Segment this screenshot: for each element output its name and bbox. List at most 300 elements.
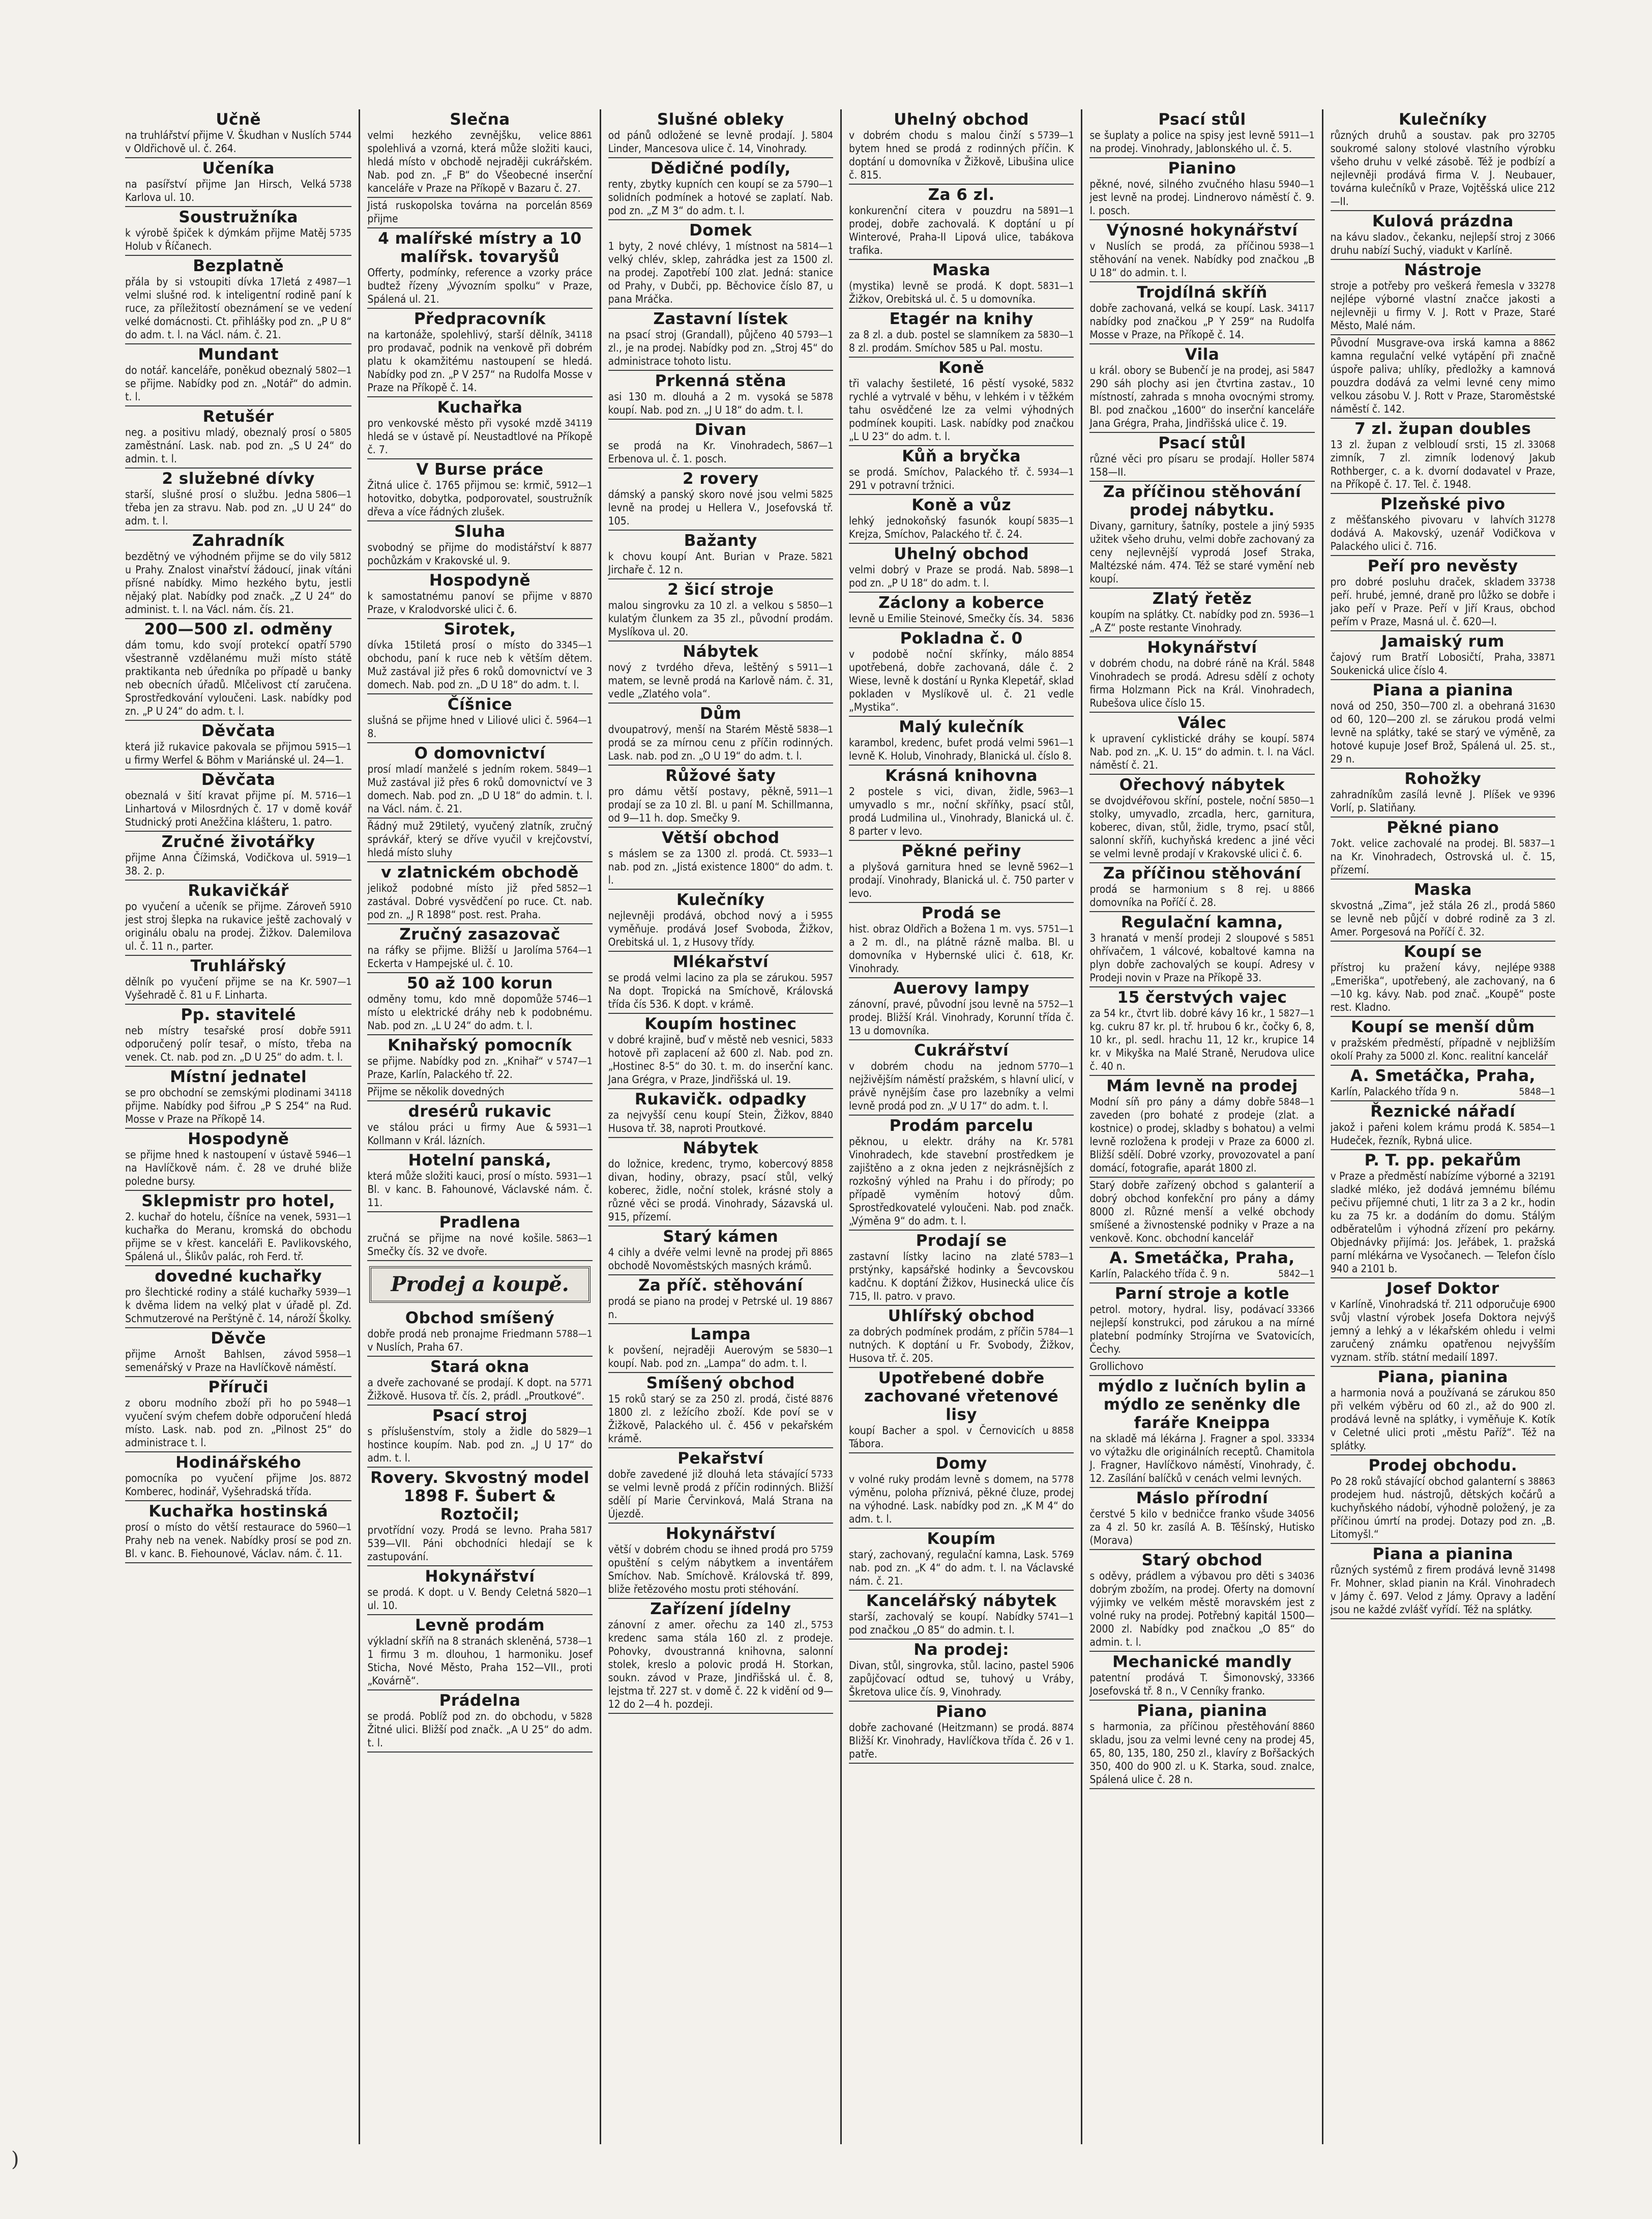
ad-heading: Maska <box>932 261 991 279</box>
ad-code: 8840 <box>811 1110 833 1121</box>
ad-code: 34119 <box>565 418 593 429</box>
ad-heading: dovedné kuchařky <box>155 1267 322 1286</box>
classified-ad <box>367 1084 592 1101</box>
ad-heading: Divan <box>694 421 747 439</box>
ad-code: 5835—1 <box>1037 515 1074 527</box>
ad-heading: Ořechový nábytek <box>1119 776 1285 794</box>
classified-ad <box>367 1308 592 1357</box>
ad-code: 3066 <box>1533 231 1555 243</box>
ad-text: 5838—1 dvoupatrový, menší na Starém Městě prodá se za mírnou cenu z příčin rodinných. Lask. nab. pod zn. „O U 19“ do adm. t. l. <box>608 723 833 762</box>
ad-heading: Lampa <box>690 1325 751 1344</box>
ad-text: 8854 v podobě noční skřínky, málo upotřebená, dobře zachovaná, dále č. 2 Wiese, levně k dostání u Rynka Klepetář, sklad pokladen v Myslíkově ul. č. 21 vedle „Mystika“. <box>849 648 1074 713</box>
ad-text: 5716—1 obeznalá v šití kravat přijme pí. M. Linhartová v Milosrdných č. 17 v domě kovář Studnický proti Anežčina klášteru, 1. patro. <box>125 790 352 828</box>
ad-heading: mýdlo z lučních bylin a mýdlo ze seněnky dle faráře Kneippa <box>1098 1377 1307 1432</box>
ad-code: 5847 <box>1292 365 1315 376</box>
classified-ad <box>608 704 833 766</box>
ad-code: 32705 <box>1527 130 1555 141</box>
ad-code: 5836 <box>1051 613 1074 624</box>
classified-ad <box>367 694 592 743</box>
ad-code: 5911 <box>329 1025 352 1036</box>
classified-ad <box>367 198 592 228</box>
ad-heading: Etagér na knihy <box>889 310 1034 328</box>
ad-code: 5957 <box>811 972 833 983</box>
ad-heading: Rukavičk. odpadky <box>634 1090 807 1108</box>
ad-heading: Hodinářského <box>175 1453 302 1472</box>
ad-code: 5907—1 <box>315 976 352 987</box>
ad-text: 5898—1 velmi dobrý v Praze se prodá. Nab. pod zn. „P U 18“ do adm. t. l. <box>849 564 1074 589</box>
ad-text: 5825 dámský a panský skoro nové jsou velmi levně na prodej u Hellera V., Josefovská tř. 105. <box>608 488 833 527</box>
ad-text: 5961—1 karambol, kredenc, bufet prodá velmi levně K. Holub, Vinohrady, Blanická ul. číslo 8. <box>849 737 1074 762</box>
ad-column-2 <box>359 109 599 2144</box>
ad-code: 5790—1 <box>796 179 833 190</box>
classified-ad <box>125 1067 351 1129</box>
classified-ad <box>1089 713 1314 775</box>
classified-ad <box>1331 1017 1555 1066</box>
classified-ad <box>1089 433 1314 482</box>
ad-code: 5851 <box>1292 932 1315 944</box>
classified-ad <box>608 1599 833 1714</box>
classified-ad <box>125 1452 351 1501</box>
ad-heading: Koně <box>938 359 985 377</box>
ad-code: 5747—1 <box>556 1056 593 1067</box>
ad-heading: Regulační kamna, <box>1120 913 1284 931</box>
ad-code: 5852—1 <box>556 883 593 894</box>
classified-ad <box>367 1357 592 1406</box>
classified-ad <box>1089 344 1314 433</box>
ad-text: 5874 různé věci pro písaru se prodají. Holler 158—II. <box>1089 453 1315 478</box>
ad-text: 5911—1 pro dámu větší postavy, pěkně, prodají se za 10 zl. Bl. u paní M. Schillmanna, od 9—11 h. dop. Smečky 9. <box>608 785 833 824</box>
ad-heading: Vila <box>1185 345 1220 364</box>
ad-heading: Hokynářství <box>1147 638 1257 657</box>
ad-text: 5939—1 pro šlechtické rodiny a stálé kuchařky k dvěma lidem na velký plat v úřadě pl. Zd. Schmutzerové na Perštýně č. 14, nároží Školky. <box>125 1286 352 1325</box>
ad-code: 5831—1 <box>1037 280 1074 291</box>
ad-heading: Zručný zasazovač <box>399 925 560 944</box>
ad-text: 5830—1 k povšení, nejraději Auerovým se koupí. Nab. pod zn. „Lampa“ do adm. t. l. <box>608 1344 833 1369</box>
ad-heading: Bažanty <box>684 532 757 550</box>
ad-heading: Kulečníky <box>676 891 765 909</box>
ad-text: 5850—1 malou singrovku za 10 zl. a velkou s kulatým člunkem za 35 zl., původní prodám. Myslíkova ul. 20. <box>608 599 833 638</box>
ad-text: 5820—1 se prodá. K dopt. u V. Bendy Celetná ul. 10. <box>367 1586 593 1612</box>
ad-heading: Větší obchod <box>662 829 780 847</box>
ad-heading: Děvčata <box>201 771 276 789</box>
ad-code: 850 <box>1539 1387 1555 1398</box>
ad-text: 5960—1 prosí o místo do větší restaurace do Prahy neb na venek. Nabídky prosí se pod zn. Bl. v kanc. B. Fiehounové, Václav. nám. č. 11. <box>125 1521 352 1560</box>
ad-heading: 200—500 zl. odměny <box>144 620 333 638</box>
classified-ad <box>849 1529 1074 1591</box>
ad-text: 8858 koupí Bacher a spol. v Černovicích u Tábora. <box>849 1424 1074 1450</box>
classified-ad <box>608 1324 833 1373</box>
ad-text: 5778 v volné ruky prodám levně s domem, na výměnu, poloha příznivá, pěkné čluze, prodej na výhodné. Lask. nabídky pod zn. „K M 4“ do adm. t. l. <box>849 1473 1074 1525</box>
ad-heading: Zlatý řetěz <box>1152 590 1252 608</box>
classified-ad <box>1089 1178 1314 1248</box>
ad-text: 34118 se pro obchodní se zemskými plodinami přijme. Nabídky pod šifrou „P S 254“ na Rud. Mosse v Praze na Příkopě 14. <box>125 1087 352 1125</box>
ad-heading: Pekařství <box>677 1449 764 1468</box>
ad-text: 31498 různých systémů z firem prodává levně Fr. Mohner, sklad pianin na Král. Vinohradech v Jámy č. 697. Velod z Jámy. Opravy a ladění jsou ne každé zvlášť vyřídí. Též na splátky. <box>1330 1564 1555 1616</box>
ad-code: 5931—1 <box>315 1211 352 1222</box>
ad-heading: Piana, pianina <box>1137 1702 1267 1720</box>
ad-heading: Hokynářství <box>665 1525 776 1543</box>
classified-ad <box>608 371 833 420</box>
ad-code: 5962—1 <box>1037 861 1074 872</box>
ad-code: 5746—1 <box>556 994 593 1005</box>
ad-code: 8870 <box>570 591 593 602</box>
classified-ad <box>1331 631 1555 680</box>
ad-text: 5854—1 jakož i pařeni kolem krámu prodá K. Hudeček, řezník, Rybná ulice. <box>1330 1121 1555 1147</box>
ad-text: 5770—1 v dobrém chodu na jednom nejživějším náměstí pražském, s hlavní ulicí, v právě nynějším čase pro lazebníky a velmi levně prodá pod zn. „V U 17“ do adm. t. l. <box>849 1060 1074 1112</box>
ad-text: 31278 z měšťanského pivovaru v lahvích dodává A. Makovský, uzenář Vodičkova v Palackého ulici č. 716. <box>1330 514 1555 552</box>
ad-text: 5935 Divany, garnitury, šatníky, postele a jiný užitek všeho druhu, velmi dobře zachovaný za ceny nejlevnější vyprodá Josef Straka, Maltézské nám. 474. Též se staré vymění neb koupí. <box>1089 520 1315 585</box>
classified-ad <box>1089 158 1314 220</box>
ad-text: 5744 na truhlářství přijme V. Škudhan v Nuslích v Oldřichově ul. č. 264. <box>125 129 352 155</box>
classified-ad <box>1089 987 1314 1076</box>
classified-ad <box>125 1129 351 1191</box>
ad-text: 5836 levně u Emilie Steinové, Smečky čís. 34. <box>849 612 1074 625</box>
ad-heading: Uhlířský obchod <box>888 1307 1035 1325</box>
classified-ad <box>367 862 592 924</box>
ad-code: 34056 <box>1287 1508 1315 1520</box>
ad-text: 5958—1 přijme Arnošt Bahlsen, závod semenářský v Praze na Havlíčkově náměstí. <box>125 1348 352 1374</box>
ad-text: 5769 starý, zachovaný, regulační kamna, Lask. nab. pod zn. „K 4“ do adm. t. l. na Václavské nám. č. 21. <box>849 1549 1074 1587</box>
classified-ad <box>367 521 592 570</box>
ad-text: 5738 na pasířství přijme Jan Hirsch, Velká Karlova ul. 10. <box>125 178 352 203</box>
classified-ad <box>849 1368 1074 1453</box>
ad-heading: Pěkné piano <box>1386 819 1499 837</box>
ad-text: 5848—1 Karlín, Palackého třída 9 n. <box>1330 1086 1555 1098</box>
ad-text: 5911—1 nový z tvrdého dřeva, leštěný s matem, se levně prodá na Karlově nám. č. 31, vedle „Zlatého vola“. <box>608 661 833 700</box>
ad-text: 5738—1 výkladní skříň na 8 stranách skleněná, 1 firmu 3 m. dlouhou, 1 harmoniku. Josef Sticha, Nové Město, Praha 152—VII., proti „Kovárně“. <box>367 1635 593 1687</box>
ad-code: 5919—1 <box>315 852 352 863</box>
ad-code: 5778 <box>1051 1474 1074 1485</box>
ad-text: 8876 15 roků starý se za 250 zl. prodá, čisté 1800 zl. z ležícího zboží. Kde poví se v Žižkově, Palackého ul. č. 456 v pekařském krámě. <box>608 1393 833 1445</box>
classified-ad <box>849 495 1074 544</box>
ad-text: 8840 za nejvyšší cenu koupí Stein, Žižkov, Husova tř. 38, naproti Proutkové. <box>608 1109 833 1134</box>
ad-heading: Pp. stavitelé <box>181 1006 296 1024</box>
ad-text: 3345—1 dívka 15tiletá prosí o místo do obchodu, paní k ruce neb k větším dětem. Muž zastával již přes 6 roků domovnictví ve 3 domech. Nab. pod zn. „D U 18“ do adm. t. l. <box>367 639 593 691</box>
ad-column-1 <box>118 109 359 2144</box>
ad-code: 8858 <box>811 1158 833 1170</box>
classified-ad <box>608 420 833 469</box>
classified-ad <box>125 158 351 207</box>
classified-ad <box>125 256 351 344</box>
ad-heading: Prádelna <box>439 1691 521 1710</box>
ad-heading: Mechanické mandly <box>1112 1653 1292 1671</box>
ad-code: 5936—1 <box>1278 609 1315 620</box>
ad-heading: Uhelný obchod <box>894 545 1029 563</box>
ad-code: 34118 <box>323 1087 352 1098</box>
ad-code: 5948—1 <box>315 1397 352 1409</box>
ad-code: 8877 <box>570 542 593 553</box>
ad-code: 5793—1 <box>796 329 833 340</box>
classified-ad <box>125 1328 351 1377</box>
classified-ad <box>1089 863 1314 912</box>
ad-text: 5759 větší v dobrém chodu se ihned prodá pro opuštění s celým nábytkem a inventářem Smíchov. Nab. Smíchově. Královská tř. 899, bliže řetězového mostu proti stéhování. <box>608 1543 833 1595</box>
ad-text: 34118 na kartonáže, spolehlivý, starší dělník, pro prodavač, podnik na venkově při dobrém platu k okamžitému nastoupení se hledá. Nabídky pod zn. „P V 257“ na Rudolfa Mosse v Praze na Příkopě č. 14. <box>367 329 593 394</box>
classified-ad <box>1331 1066 1555 1101</box>
ad-code: 5827—1 <box>1278 1008 1315 1019</box>
ad-code: 5781 <box>1051 1136 1074 1147</box>
ad-code: 5854—1 <box>1519 1122 1555 1133</box>
ad-heading: Za 6 zl. <box>928 186 995 204</box>
ad-code: 5837—1 <box>1519 838 1555 849</box>
ad-heading: Učeníka <box>202 159 275 178</box>
ad-text: 5848 v dobrém chodu, na dobré ráně na Král. Vinohradech se prodá. Adresu sdělí z ochoty firma Holzmann Pick na Král. Vinohradech, Rubešova ulice číslo 15. <box>1089 657 1315 709</box>
ad-heading: Psací stůl <box>1158 110 1246 129</box>
ad-text: 5957 se prodá velmi lacino za pla se zárukou. Na dopt. Tropická na Smíchově, Královská třída čís 536. K dopt. v krámě. <box>608 972 833 1010</box>
ad-heading: Místní jednatel <box>170 1068 307 1086</box>
ad-heading: Nábytek <box>683 1139 759 1157</box>
classified-ad <box>125 109 351 158</box>
ad-code: 5911—1 <box>796 786 833 797</box>
ad-heading: Pianino <box>1168 159 1236 178</box>
classified-ad <box>1089 637 1314 713</box>
classified-ad <box>367 743 592 819</box>
classified-ad <box>608 469 833 531</box>
ad-code: 5812 <box>329 551 352 562</box>
ad-heading: Obchod smíšený <box>405 1309 555 1327</box>
ad-code: 5735 <box>329 227 352 239</box>
ad-heading: Za příčinou stěhování prodej nábytku. <box>1103 483 1302 519</box>
ad-text: 5850—1 se dvojdvéřovou skříní, postele, noční stolky, umyvadlo, zrcadla, herc, garnitura, koberec, divan, stůl, židle, trymo, psací stůl, salonní skříň, kuchyňská kredenc a jiné věci se velmi levně prodají v Krakovské ulici č. 6. <box>1089 795 1315 860</box>
ad-heading: Sklepmistr pro hotel, <box>141 1192 336 1210</box>
ad-code: 5958—1 <box>315 1349 352 1360</box>
ad-text: 5907—1 dělník po vyučení přijme se na Kr. Vyšehradě č. 81 u F. Linharta. <box>125 976 352 1001</box>
ad-text: 5790 dám tomu, kdo svojí protekcí opatří všestranně vzdělanému muži místo státě praktikanta neb úředníka po případě u banky neb obecních úřadů. Mlčelivost ctí zaručena. Sprostředkování vyloučeni. Lask. nabídky pod zn. „P U 24“ do adm. t. l. <box>125 639 352 717</box>
ad-column-5 <box>1081 109 1321 2144</box>
ad-text: 33068 13 zl. župan z velbloudí srsti, 15 zl. zimník, 7 zl. zimník lodenový Jakub Rothberger, c. a k. dvorní dodavatel v Praze, na Příkopě č. 17. Tel. č. 1948. <box>1330 439 1555 490</box>
ad-text: 34119 pro venkovské město při vysoké mzdě hledá se v ústavě pí. Neustadtlové na Příkopě č. 7. <box>367 417 593 456</box>
ad-code: 33366 <box>1287 1304 1315 1315</box>
classified-ad <box>1089 1359 1314 1376</box>
classified-ad <box>367 1468 592 1566</box>
ad-text: 5746—1 odměny tomu, kdo mně dopomůže místo u elektrické dráhy neb k podobnému. Nab. pod zn. „L U 24“ do adm. t. l. <box>367 993 593 1032</box>
classified-ad <box>1089 282 1314 344</box>
classified-ad <box>849 185 1074 260</box>
ad-code: 8865 <box>811 1247 833 1258</box>
ad-text: 5805 neg. a positivu mladý, obeznalý prosí o zaměstnání. Lask. nab. pod zn. „S U 24“ do admin. t. l. <box>125 426 352 465</box>
ad-heading: Hokynářství <box>425 1567 535 1586</box>
ad-text: 5784—1 za dobrých podmínek prodám, z příčin nutných. K doptání u Fr. Svobody, Žižkov, Husova tř. č. 205. <box>849 1326 1074 1364</box>
ad-text: 5764—1 na ráfky se přijme. Bližší u Jarolíma Eckerta v Hampejské ul. č. 10. <box>367 944 593 970</box>
classified-ad <box>125 721 351 770</box>
ad-heading: Slušné obleky <box>657 110 784 129</box>
ad-text: 8862 Původní Musgrave-ova irská kamna a kamna regulační velké vytápění při značně úspoře paliva; uhlíky, předložky a kamnová pouzdra dodává za velmi levné ceny mimo velkou zásobu V. J. Rott v Praze, Staroměstské náměstí č. 142. <box>1330 337 1555 415</box>
ad-heading: dresérů rukavic <box>408 1102 552 1121</box>
classified-ad <box>849 628 1074 717</box>
ad-heading: Retušér <box>202 407 274 426</box>
ad-heading: Hospodyně <box>188 1130 289 1148</box>
classified-ad <box>849 1306 1074 1368</box>
ad-heading: Starý kámen <box>663 1228 779 1246</box>
ad-code: 5874 <box>1292 453 1315 464</box>
ad-code: 5939—1 <box>315 1287 352 1298</box>
ad-heading: Hotelní panská, <box>408 1151 552 1170</box>
ad-text: 5829—1 s příslušenstvím, stoly a židle do hostince koupím. Nab. pod zn. „J U 17“ do adm. t. l. <box>367 1425 593 1464</box>
ad-heading: Auerovy lampy <box>893 979 1029 998</box>
ad-code: 33068 <box>1527 439 1555 450</box>
ad-heading: Koupí se <box>1403 943 1482 961</box>
classified-ad <box>1331 1455 1555 1544</box>
ad-code: 5850—1 <box>796 600 833 611</box>
classified-ad <box>1331 680 1555 769</box>
classified-ad <box>1331 942 1555 1017</box>
classified-ad <box>608 1448 833 1524</box>
ad-code: 31498 <box>1527 1564 1555 1575</box>
ad-text: 5860 skvostná „Zima“, jež stála 26 zl., prodá se levně neb půjčí v dobré rodině za 3 zl. Amer. Porgesová na Poříčí č. 32. <box>1330 899 1555 938</box>
ad-heading: Uhelný obchod <box>894 110 1029 129</box>
ad-heading: Máslo přírodní <box>1136 1489 1268 1507</box>
classified-ad <box>849 1040 1074 1116</box>
classified-ad <box>608 1524 833 1599</box>
ad-text: 5936—1 koupím na splátky. Ct. nabídky pod zn. „A Z“ poste restante Vinohrady. <box>1089 608 1315 634</box>
ad-text: 5781 pěknou, u elektr. dráhy na Kr. Vinohradech, kde stavební prostředkem je zajištěno a z okna jeden z nejkrásnějších z rozkošný výhled na Prahu i do přírody; po případě vyměním hotový dům. Sprostředkovatelé vyloučeni. Nab. pod značk. „Výměna 9“ do adm. t. l. <box>849 1135 1074 1227</box>
ad-text: 8877 svobodný se přijme do modistářství k pochůzkám v Krakovské ul. 9. <box>367 541 593 567</box>
ad-text: 8865 4 cihly a dvéře velmi levně na prodej při obchodě Novoměstských masných krámů. <box>608 1246 833 1272</box>
classified-ad <box>125 770 351 832</box>
ad-code: 31278 <box>1527 514 1555 525</box>
ad-text: 5910 po vyučení a učeník se přijme. Zároveň jest stroj šlepka na rukavice ještě zachovalý v originálu obalu na prodej. Žižkov. Dalemilova ul. č. 11 n., parter. <box>125 900 352 952</box>
ad-code: 5829—1 <box>556 1426 593 1437</box>
ad-heading: 4 malířské místry a 10 malířsk. tovaryšů <box>378 229 582 266</box>
classified-ad <box>1089 1248 1314 1283</box>
ad-text: 34117 dobře zachovaná, velká se koupí. Lask. nabídky pod značkou „P Y 259“ na Rudolfa Mosse v Praze, na Příkopě č. 14. <box>1089 302 1315 341</box>
ad-text: 33738 pro dobré posluhu draček, skladem peří. hrubé, jemné, draně pro lůžko se dobře i jako peří v Praze. Peří v Jiří Kraus, obchod peřím v Praze, Masná ul. č. 620—I. <box>1330 576 1555 628</box>
ad-heading: Záclony a koberce <box>878 594 1045 612</box>
ad-text: 5940—1 pěkné, nové, silného zvučného hlasu jest levně na prodej. Lindnerovo náměstí č. 9. I. posch. <box>1089 178 1315 217</box>
ad-heading: Kuchařka hostinská <box>149 1502 329 1521</box>
ad-code: 5817 <box>570 1525 593 1536</box>
classified-ad <box>608 579 833 641</box>
ad-heading: Slečna <box>450 110 510 129</box>
ad-text: 5851 3 hranatá v menší prodeji 2 sloupové s ohřívačem, 1 válcové, kobaltové kamna na plyn dobře zachovalých se koupí. Adresy v Prodeji novin v Praze na Příkopě 33. <box>1089 932 1315 984</box>
classified-ad <box>1089 482 1314 589</box>
ad-text: 5852—1 jelikož podobné místo již před zastával. Dobré vysvědčení po ruce. Ct. nab. pod zn. „J R 1898“ post. rest. Praha. <box>367 882 593 921</box>
ad-code: 5821 <box>811 551 833 562</box>
ad-heading: Stará okna <box>430 1358 529 1376</box>
ad-code: 3345—1 <box>556 639 593 651</box>
ad-heading: Pěkné peřiny <box>901 842 1021 860</box>
ad-code: 33366 <box>1287 1672 1315 1683</box>
ad-code: 5911—1 <box>1278 130 1315 141</box>
classified-ad <box>1089 775 1314 863</box>
ad-heading: Učně <box>216 110 261 129</box>
ad-code: 5802—1 <box>315 365 352 376</box>
ad-text: 5891—1 konkurenční citera v pouzdru na prodej, dobře zachovalá. K doptání u pí Winterové, Praha-II Lipová ulice, tabákova trafika. <box>849 205 1074 256</box>
ad-text: 5788—1 dobře prodá neb pronajme Friedmann v Nuslích, Praha 67. <box>367 1328 593 1353</box>
classified-ad <box>1089 109 1314 158</box>
ad-text: 5747—1 se přijme. Nabídky pod zn. „Knihař“ v Praze, Karlín, Palackého tř. 22. <box>367 1055 593 1081</box>
ad-text: 5753 zánovní z amer. ořechu za 140 zl., kredenc sama stála 160 zl. z prodeje. Pohovky, dvoustranná knihovna, salonní stolek, kreslo a polovic prodá H. Storkan, soukn. závod v Praze, Jindřišská ul. č. 8, lejstma tř. 227 st. v domě č. 22 k vidění od 9—12 do 2—4 h. pozdeji. <box>608 1619 833 1710</box>
ad-text: 5814—1 1 byty, 2 nové chlévy, 1 místnost na velký chlév, sklep, zahrádka jest za 1500 zl. na prodej. Zapotřebí 100 zlat. Jedná: stanice od Prahy, v Dubči, pp. Běchovice číslo 87, u pana Mráčka. <box>608 240 833 305</box>
ad-text: 5931—1 ve stálou práci u firmy Aue & Kollmann v Král. lázních. <box>367 1121 593 1147</box>
classified-ad <box>849 1231 1074 1306</box>
ad-text: 33278 stroje a potřeby pro veškerá řemesla v nejlépe výborné vlastní značce jakosti a nejlevněji u firmy V. J. Rott v Praze, Staré Město, Malé nám. <box>1330 280 1555 332</box>
classified-ad <box>849 766 1074 841</box>
classified-ad <box>1089 220 1314 282</box>
ad-text: 5831—1 (mystika) levně se prodá. K dopt. Žižkov, Orebitská ul. č. 5 u domovníka. <box>849 280 1074 305</box>
ad-text: 5911 neb místry tesařské prosí dobře odporučený polír tesař, o místo, třeba na venek. Ct. nab. pod zn. „D U 25“ do adm. t. l. <box>125 1025 352 1063</box>
ad-code: 5935 <box>1292 520 1315 532</box>
ad-text: 5793—1 na psací stroj (Grandall), půjčeno 40 zl., je na prodej. Nabídky pod zn. „Stroj 45“ do administrace tohoto listu. <box>608 329 833 367</box>
ad-code: 5739—1 <box>1037 130 1074 141</box>
ad-code: 5716—1 <box>315 790 352 801</box>
ad-heading: Nábytek <box>683 643 759 661</box>
ad-heading: Smíšený obchod <box>646 1374 795 1392</box>
ad-text: 5804 od pánů odložené se levně prodají. J. Linder, Mancesova ulice č. 14, Vinohrady. <box>608 129 833 155</box>
classified-ad <box>367 1690 592 1753</box>
ad-text: 33366 patentní prodává T. Šimonovský, Josefovská tř. 8 n., V Cenníky franko. <box>1089 1672 1315 1697</box>
classified-ad <box>367 397 592 459</box>
ad-text: 5790—1 renty, zbytky kupních cen koupí se za solidních podmínek a hotové se zaplatí. Nab. pod zn. „Z M 3“ do adm. t. l. <box>608 178 833 217</box>
classified-ad <box>608 531 833 579</box>
ad-heading: Piana a pianina <box>1372 681 1514 699</box>
classified-ad <box>608 1014 833 1089</box>
ad-code: 8872 <box>329 1473 352 1484</box>
ad-code: 5828 <box>570 1711 593 1722</box>
ad-text: 5828 se prodá. Poblíž pod zn. do obchodu, v Žitné ulici. Bližší pod značk. „A U 25“ do adm. t. l. <box>367 1710 593 1749</box>
ad-code: 5963—1 <box>1037 786 1074 797</box>
ad-code: 5825 <box>811 489 833 500</box>
ad-code: 5764—1 <box>556 945 593 956</box>
classified-ad <box>608 109 833 158</box>
ad-text: 4987—1 přála by si vstoupiti dívka 17letá z velmi slušné rod. k inteligentní rodině paní k ruce, za příležitostí obeznámení se ve vedení velké domácnosti. Ct. přihlášky pod zn. „P U 8“ do adm. t. l. na Václ. nám. č. 21. <box>125 276 352 341</box>
ad-text: 31630 nová od 250, 350—700 zl. a obehraná od 60, 120—200 zl. se zárukou prodá velmi levně na splátky, také se starý ve výměně, za hotové kupuje Josef Brož, Spálená ul. 25. st., 29 n. <box>1330 700 1555 765</box>
ad-text: 5863—1 zručná se přijme na nové košile. Smečky čís. 32 ve dvoře. <box>367 1232 593 1258</box>
ad-heading: Parní stroje a kotle <box>1114 1284 1290 1303</box>
classified-ad <box>125 344 351 406</box>
classified-ad <box>1331 1150 1555 1278</box>
classified-ad <box>125 1377 351 1452</box>
ad-heading: Soustružníka <box>179 208 298 226</box>
ad-code: 4987—1 <box>315 276 352 287</box>
ad-text: 5735 k výrobě špiček k dýmkám přijme Matěj Holub v Říčanech. <box>125 227 352 252</box>
ad-code: 5912—1 <box>556 480 593 491</box>
ad-heading: Domy <box>935 1454 987 1473</box>
ad-heading: Dědičné podíly, <box>650 159 791 178</box>
ad-heading: P. T. pp. pekařům <box>1364 1151 1522 1170</box>
classified-ad <box>1089 1701 1314 1789</box>
ad-heading: 7 zl. župan doubles <box>1354 420 1531 438</box>
ad-text: 5946—1 se přijme hned k nastoupení v ústavě na Havlíčkově nám. č. 28 ve druhé bliže poledne bursy. <box>125 1149 352 1187</box>
ad-code: 5806—1 <box>315 489 352 500</box>
ad-heading: Na prodej: <box>913 1641 1009 1659</box>
ad-heading: Válec <box>1177 714 1227 732</box>
ad-text: 5934—1 se prodá. Smíchov, Palackého tř. č. 291 v potravní tržnici. <box>849 466 1074 491</box>
classified-ad <box>125 832 351 881</box>
ad-text: 5931—1 2. kuchař do hotelu, číšníce na venek, kuchařka do Meranu, kromská do obchodu přijme se v křest. kanceláři E. Pavlikovského, Spálená ul., Šlikův palác, roh Ferd. tř. <box>125 1211 352 1263</box>
ad-text: 5938—1 v Nuslích se prodá, za příčinou stěhování na venek. Nabídky pod značkou „B U 18“ do admin. t. l. <box>1089 240 1315 279</box>
ad-text: 5733 dobře zavedené již dlouhá leta stávající se velmi levně prodá z příčin rodinných. Bližší sdělí pí Marie Červinková, Malá Strana na Újezdě. <box>608 1468 833 1520</box>
ad-code: 5964—1 <box>556 715 593 726</box>
ad-heading: Koupím hostinec <box>644 1015 797 1033</box>
ad-text: 5912—1 Žitná ulice č. 1765 přijmou se: krmič, hotovitko, dobytka, podporovatel, soustružník dřeva a více řádných zlušek. <box>367 479 593 518</box>
ad-code: 5891—1 <box>1037 205 1074 216</box>
ad-text: 5821 k chovu koupí Ant. Burian v Praze. Jirchaře č. 12 n. <box>608 550 833 576</box>
classified-ad <box>849 978 1074 1040</box>
ad-heading: Levně prodám <box>415 1616 545 1634</box>
classified-ad <box>1089 1283 1314 1359</box>
ad-text: 33334 na skladě má lékárna J. Fragner a spol. vo výtažku dle originálních receptů. Chamitola J. Fragner, Havlíčkovo náměstí, Vinohrady, č. 12. Zasílání balíčků v cenách velmi levných. <box>1089 1433 1315 1484</box>
ad-code: 5759 <box>811 1544 833 1555</box>
ad-heading: O domovnictví <box>414 744 546 763</box>
ad-code: 5931—1 <box>556 1122 593 1133</box>
ad-code: 5805 <box>329 427 352 438</box>
ad-heading: Zahradník <box>192 532 285 550</box>
classified-ad <box>849 593 1074 628</box>
ad-text: 32705 různých druhů a soustav. pak pro soukromé salony stolové vlastního výrobku všeho druhu v velké zásobě. Též je podbízí a nejlevněji prodává firma V. J. Neubauer, továrna kulečníků v Praze, Vojtěšská ulice 212—II. <box>1330 129 1555 208</box>
ad-text: 5933—1 s máslem se za 1300 zl. prodá. Ct. nab. pod zn. „Jistá existence 1800“ do adm. t. l. <box>608 848 833 886</box>
classified-ad <box>1089 1550 1314 1652</box>
ad-code: 5832 <box>1051 378 1074 389</box>
